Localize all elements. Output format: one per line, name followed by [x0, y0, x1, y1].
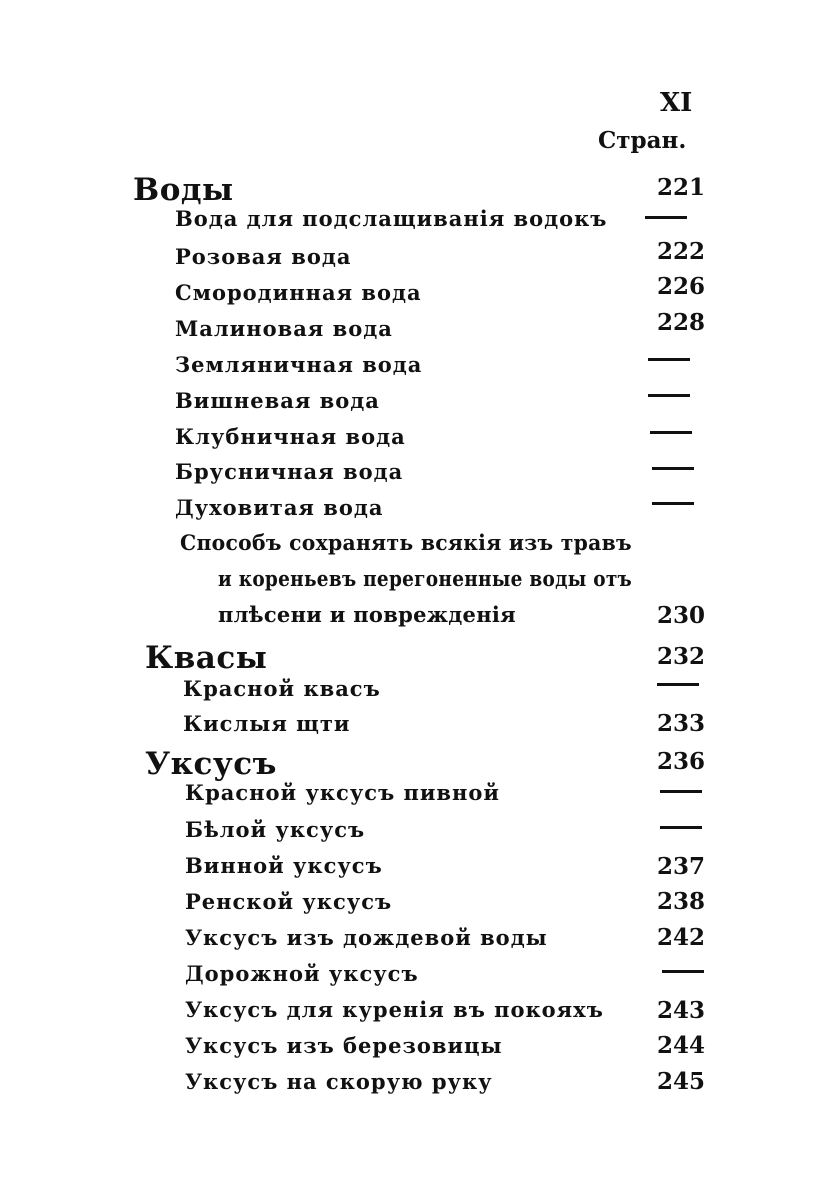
toc-entry: Малиновая вода: [175, 316, 393, 341]
section-title-vody: Воды: [133, 172, 234, 208]
toc-entry: Брусничная вода: [175, 459, 404, 484]
same-page-dash: [650, 431, 692, 434]
toc-entry: Вишневая вода: [175, 388, 380, 413]
same-page-dash: [662, 970, 704, 973]
toc-entry-page: 226: [656, 273, 705, 300]
same-page-dash: [645, 216, 687, 219]
toc-entry: Уксусъ для куренія въ покояхъ: [185, 997, 604, 1022]
same-page-dash: [652, 502, 694, 505]
page-number: XI: [660, 88, 693, 118]
toc-entry: Вода для подслащиванія водокъ: [175, 206, 608, 231]
same-page-dash: [657, 683, 699, 686]
toc-entry-page: 230: [656, 602, 705, 629]
toc-entry: Розовая вода: [175, 244, 352, 269]
toc-entry: Красной уксусъ пивной: [185, 780, 500, 805]
toc-entry: Кислыя щти: [183, 711, 351, 736]
toc-entry-line: и кореньевъ перегоненные воды отъ: [218, 566, 633, 591]
toc-entry-line: плѣсени и поврежденія: [218, 602, 516, 627]
toc-entry: Земляничная вода: [175, 352, 423, 377]
toc-entry: Уксусъ изъ дождевой воды: [185, 925, 548, 950]
section-title-kvasy: Квасы: [145, 640, 268, 676]
toc-entry: Духовитая вода: [175, 495, 384, 520]
same-page-dash: [660, 790, 702, 793]
toc-entry-page: 243: [656, 997, 705, 1024]
section-page-vody: 221: [656, 174, 705, 201]
toc-entry: Красной квасъ: [183, 676, 381, 701]
section-title-uksus: Уксусъ: [145, 746, 277, 782]
page-column-label: Стран.: [598, 127, 687, 154]
same-page-dash: [648, 358, 690, 361]
toc-entry-page: 244: [656, 1032, 705, 1059]
same-page-dash: [660, 826, 702, 829]
toc-entry-page: 228: [656, 309, 705, 336]
toc-entry: Клубничная вода: [175, 424, 406, 449]
toc-entry-page: 237: [656, 853, 705, 880]
toc-entry-page: 245: [656, 1068, 705, 1095]
toc-entry: Уксусъ на скорую руку: [185, 1069, 493, 1094]
toc-entry: Дорожной уксусъ: [185, 961, 419, 986]
toc-entry-page: 233: [656, 710, 705, 737]
section-page-uksus: 236: [656, 748, 705, 775]
same-page-dash: [648, 394, 690, 397]
same-page-dash: [652, 467, 694, 470]
toc-entry: Уксусъ изъ березовицы: [185, 1033, 503, 1058]
toc-entry-line: Способъ сохранять всякія изъ травъ: [180, 530, 632, 555]
toc-entry: Бѣлой уксусъ: [185, 817, 366, 842]
toc-entry-page: 242: [656, 924, 705, 951]
section-page-kvasy: 232: [656, 643, 705, 670]
toc-entry: Винной уксусъ: [185, 853, 383, 878]
toc-entry: Ренской уксусъ: [185, 889, 393, 914]
toc-entry-page: 238: [656, 888, 705, 915]
toc-entry: Смородинная вода: [175, 280, 422, 305]
toc-entry-page: 222: [656, 238, 705, 265]
